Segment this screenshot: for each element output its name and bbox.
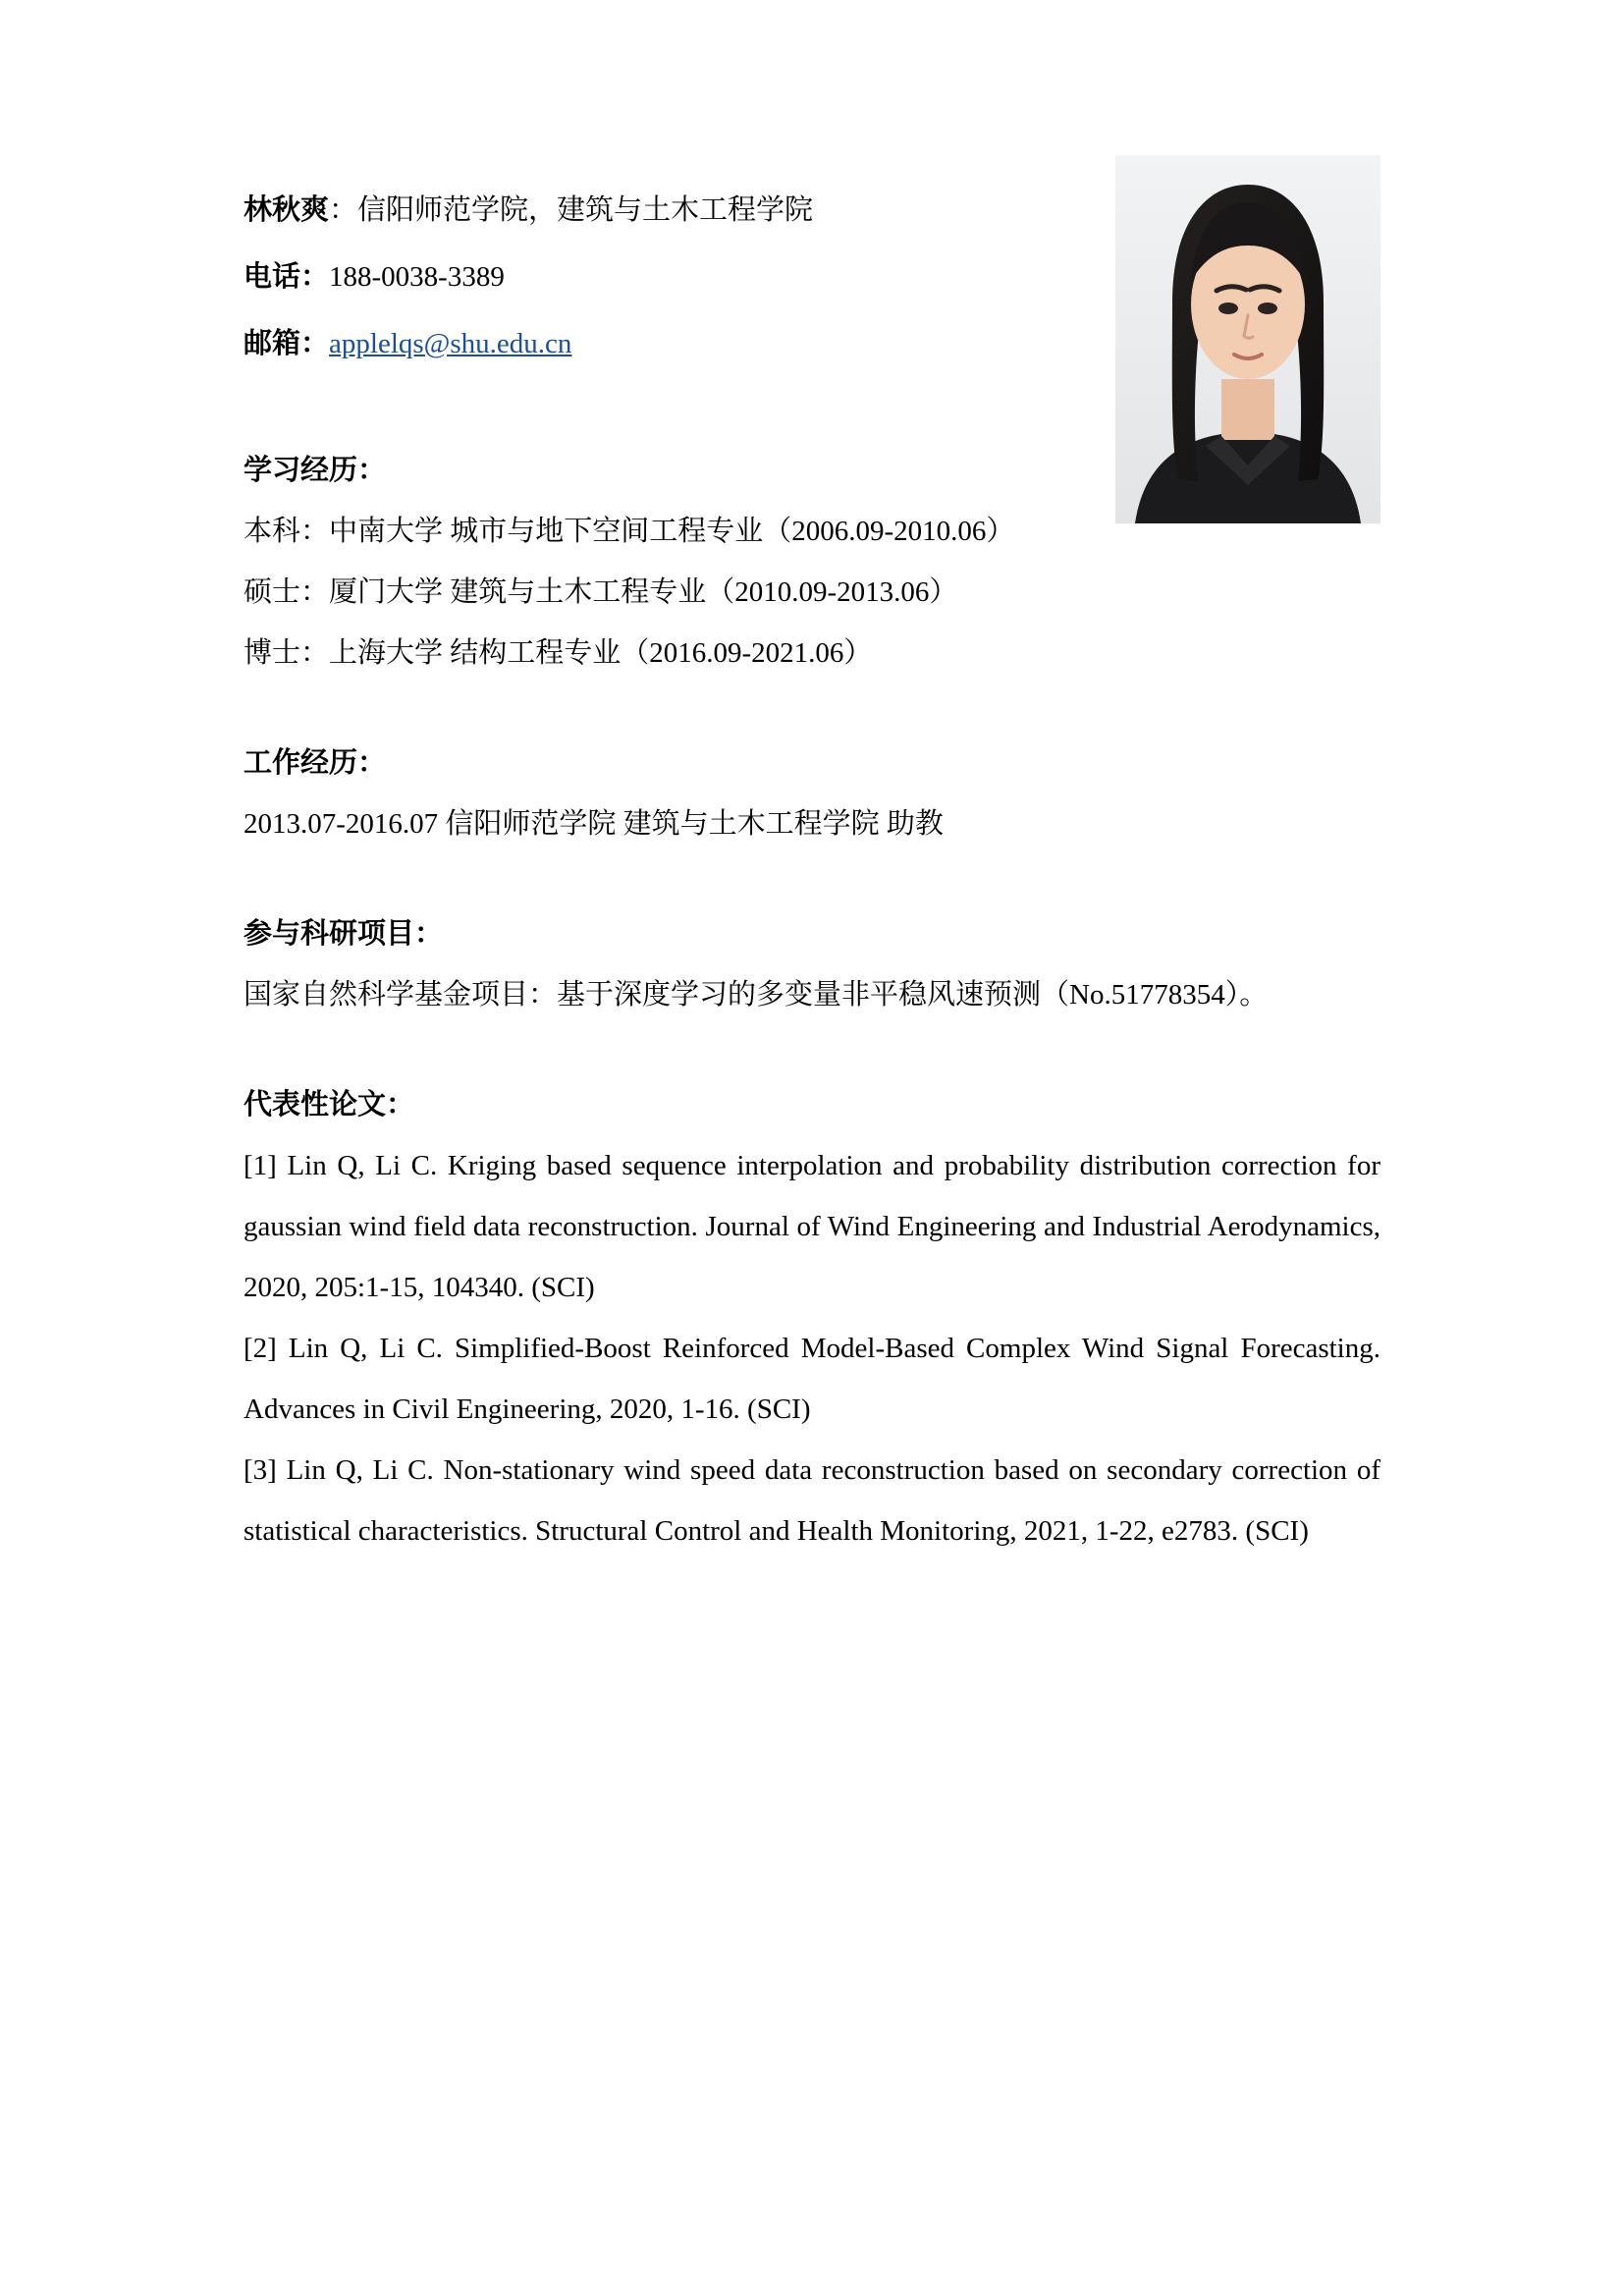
section-title-publications: 代表性论文： (243, 1089, 415, 1121)
phone-label: 电话： (243, 261, 330, 293)
education-item-2: 硕士：厦门大学 建筑与土木工程专业（2010.09-2013.06） (243, 576, 958, 608)
person-name: 林秋爽 (243, 194, 330, 226)
project-item-1: 国家自然科学基金项目：基于深度学习的多变量非平稳风速预测（No.51778354）。 (243, 979, 1269, 1011)
header-block (243, 177, 1380, 377)
education-item-3: 博士：上海大学 结构工程专业（2016.09-2021.06） (243, 637, 873, 669)
portrait-photo-graphic (1115, 155, 1380, 523)
section-title-projects: 参与科研项目： (243, 918, 444, 950)
section-title-education: 学习经历： (243, 455, 387, 486)
person-affiliation: ：信阳师范学院，建筑与土木工程学院 (329, 194, 814, 226)
email-link[interactable]: applelqs@shu.edu.cn (329, 328, 572, 359)
section-title-work: 工作经历： (243, 747, 387, 779)
work-item-1: 2013.07-2016.07 信阳师范学院 建筑与土木工程学院 助教 (243, 808, 944, 840)
spacer (243, 854, 1380, 870)
email-label: 邮箱： (243, 328, 330, 359)
phone-value: 188-0038-3389 (329, 261, 505, 293)
spacer (243, 683, 1380, 699)
publication-item-3: [3] Lin Q, Li C. Non-stationary wind speed data reconstruction based on secondary correction of statistical characteristics. Structural Control and Health Monitoring, 2021, 1-22, e2783. (SCI) (243, 1454, 1380, 1547)
document-content (243, 177, 1380, 1561)
publication-item-1: [1] Lin Q, Li C. Kriging based sequence interpolation and probability distribution correction for gaussian wind field data reconstruction. Journal of Wind Engineering and Industrial Aerodynamics, 2020, 205:1-15, 104340. (SCI) (243, 1150, 1380, 1303)
publication-item-2: [2] Lin Q, Li C. Simplified-Boost Reinforced Model-Based Complex Wind Signal Forecasting. Advances in Civil Engineering, 2020, 1-16. (SCI) (243, 1333, 1380, 1425)
spacer (243, 1025, 1380, 1041)
portrait-photo (1115, 155, 1380, 523)
education-item-1: 本科：中南大学 城市与地下空间工程专业（2006.09-2010.06） (243, 516, 1015, 547)
